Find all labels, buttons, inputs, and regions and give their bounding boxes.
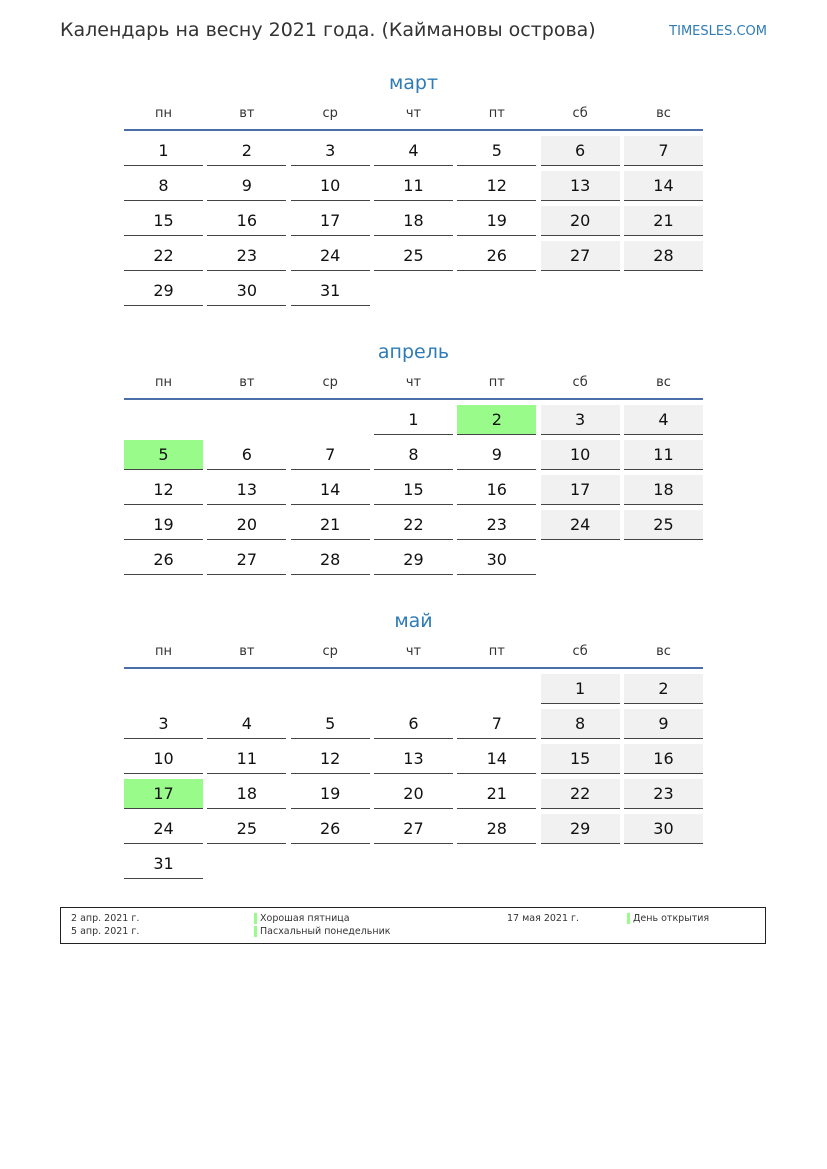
day-cell: 3 [291, 136, 370, 166]
weekday-label: вт [239, 375, 255, 390]
day-cell: 19 [457, 206, 536, 236]
day-cell: 14 [624, 171, 703, 201]
day-cell: 20 [541, 206, 620, 236]
legend-date: 5 апр. 2021 г. [71, 926, 140, 937]
day-cell: 12 [291, 744, 370, 774]
day-cell: 3 [124, 709, 203, 739]
weekday-label: сб [572, 106, 588, 121]
day-cell: 5 [457, 136, 536, 166]
day-cell: 21 [624, 206, 703, 236]
day-cell: 21 [291, 510, 370, 540]
day-cell: 28 [457, 814, 536, 844]
weekday-label: пн [155, 644, 172, 659]
day-cell: 16 [207, 206, 286, 236]
legend-row [61, 926, 765, 939]
day-cell: 30 [457, 545, 536, 575]
day-cell: 11 [207, 744, 286, 774]
empty-cell [124, 674, 203, 704]
holiday-day-cell: 5 [124, 440, 203, 470]
weekday-label: пн [155, 106, 172, 121]
day-cell: 10 [124, 744, 203, 774]
day-cell: 2 [207, 136, 286, 166]
day-cell: 12 [457, 171, 536, 201]
day-cell: 4 [624, 405, 703, 435]
weekday-label: вс [656, 375, 671, 390]
weekday-label: ср [322, 106, 338, 121]
weekday-header [124, 641, 703, 667]
day-cell: 8 [124, 171, 203, 201]
day-cell: 31 [124, 849, 203, 879]
site-link[interactable]: TIMESLES.COM [669, 24, 767, 39]
weekday-label: пт [488, 644, 505, 659]
day-cell: 7 [624, 136, 703, 166]
day-cell: 1 [124, 136, 203, 166]
day-cell: 12 [124, 475, 203, 505]
month-march [124, 69, 703, 306]
day-cell: 7 [291, 440, 370, 470]
day-cell: 1 [541, 674, 620, 704]
day-cell: 9 [624, 709, 703, 739]
day-cell: 11 [624, 440, 703, 470]
month-may [124, 607, 703, 879]
month-name: март [388, 72, 439, 94]
day-cell: 15 [374, 475, 453, 505]
day-cell: 14 [291, 475, 370, 505]
legend-holiday-name: Пасхальный понедельник [254, 926, 391, 937]
legend-holiday-name: День открытия [627, 913, 709, 924]
weekday-label: сб [572, 644, 588, 659]
day-cell: 31 [291, 276, 370, 306]
day-cell: 7 [457, 709, 536, 739]
empty-cell [207, 674, 286, 704]
day-cell: 15 [124, 206, 203, 236]
weekday-label: пн [155, 375, 172, 390]
day-cell: 13 [374, 744, 453, 774]
day-cell: 18 [374, 206, 453, 236]
header-rule [124, 129, 703, 131]
holiday-day-cell: 17 [124, 779, 203, 809]
day-cell: 8 [541, 709, 620, 739]
legend-holiday-name: Хорошая пятница [254, 913, 350, 924]
day-cell: 30 [207, 276, 286, 306]
day-cell: 22 [541, 779, 620, 809]
month-april [124, 338, 703, 575]
day-cell: 6 [541, 136, 620, 166]
day-cell: 20 [374, 779, 453, 809]
day-cell: 17 [291, 206, 370, 236]
weekday-label: пт [488, 375, 505, 390]
page-title: Календарь на весну 2021 года. (Каймановы острова) [60, 19, 596, 41]
legend-date: 17 мая 2021 г. [507, 913, 580, 924]
empty-cell [457, 674, 536, 704]
day-cell: 25 [207, 814, 286, 844]
holiday-day-cell: 2 [457, 405, 536, 435]
day-cell: 22 [124, 241, 203, 271]
day-cell: 18 [624, 475, 703, 505]
weekday-label: вт [239, 644, 255, 659]
day-cell: 8 [374, 440, 453, 470]
day-cell: 29 [124, 276, 203, 306]
day-cell: 4 [374, 136, 453, 166]
day-cell: 1 [374, 405, 453, 435]
day-cell: 24 [291, 241, 370, 271]
weekday-header [124, 103, 703, 129]
day-cell: 6 [207, 440, 286, 470]
empty-cell [207, 405, 286, 435]
weekday-label: сб [572, 375, 588, 390]
month-name: апрель [377, 341, 450, 363]
day-cell: 15 [541, 744, 620, 774]
empty-cell [291, 405, 370, 435]
weekday-label: вс [656, 644, 671, 659]
weekday-label: ср [322, 644, 338, 659]
day-cell: 6 [374, 709, 453, 739]
weekday-label: пт [488, 106, 505, 121]
day-cell: 27 [374, 814, 453, 844]
day-cell: 29 [374, 545, 453, 575]
weekday-header [124, 372, 703, 398]
day-cell: 13 [207, 475, 286, 505]
weekday-label: чт [405, 106, 422, 121]
day-cell: 28 [624, 241, 703, 271]
day-cell: 29 [541, 814, 620, 844]
legend-date: 2 апр. 2021 г. [71, 913, 140, 924]
day-grid [124, 136, 703, 306]
day-cell: 19 [124, 510, 203, 540]
weekday-label: вт [239, 106, 255, 121]
day-cell: 5 [291, 709, 370, 739]
day-cell: 20 [207, 510, 286, 540]
legend-row [61, 913, 765, 926]
day-cell: 10 [291, 171, 370, 201]
day-cell: 4 [207, 709, 286, 739]
day-cell: 22 [374, 510, 453, 540]
day-cell: 27 [207, 545, 286, 575]
day-cell: 25 [624, 510, 703, 540]
day-cell: 25 [374, 241, 453, 271]
day-cell: 23 [457, 510, 536, 540]
day-grid [124, 674, 703, 879]
day-cell: 13 [541, 171, 620, 201]
day-cell: 27 [541, 241, 620, 271]
weekday-label: вс [656, 106, 671, 121]
day-cell: 26 [457, 241, 536, 271]
holiday-legend [60, 907, 766, 944]
day-cell: 26 [291, 814, 370, 844]
day-cell: 16 [457, 475, 536, 505]
weekday-label: чт [405, 644, 422, 659]
day-cell: 11 [374, 171, 453, 201]
header-rule [124, 398, 703, 400]
day-cell: 9 [207, 171, 286, 201]
day-cell: 10 [541, 440, 620, 470]
day-cell: 28 [291, 545, 370, 575]
day-cell: 26 [124, 545, 203, 575]
weekday-label: ср [322, 375, 338, 390]
day-cell: 30 [624, 814, 703, 844]
day-cell: 18 [207, 779, 286, 809]
day-cell: 17 [541, 475, 620, 505]
day-cell: 23 [624, 779, 703, 809]
header-rule [124, 667, 703, 669]
day-cell: 14 [457, 744, 536, 774]
month-name: май [394, 610, 433, 632]
empty-cell [291, 674, 370, 704]
day-cell: 24 [124, 814, 203, 844]
day-cell: 2 [624, 674, 703, 704]
day-cell: 16 [624, 744, 703, 774]
empty-cell [374, 674, 453, 704]
day-cell: 19 [291, 779, 370, 809]
day-cell: 23 [207, 241, 286, 271]
empty-cell [124, 405, 203, 435]
day-cell: 9 [457, 440, 536, 470]
day-cell: 3 [541, 405, 620, 435]
weekday-label: чт [405, 375, 422, 390]
day-cell: 21 [457, 779, 536, 809]
day-cell: 24 [541, 510, 620, 540]
day-grid [124, 405, 703, 575]
